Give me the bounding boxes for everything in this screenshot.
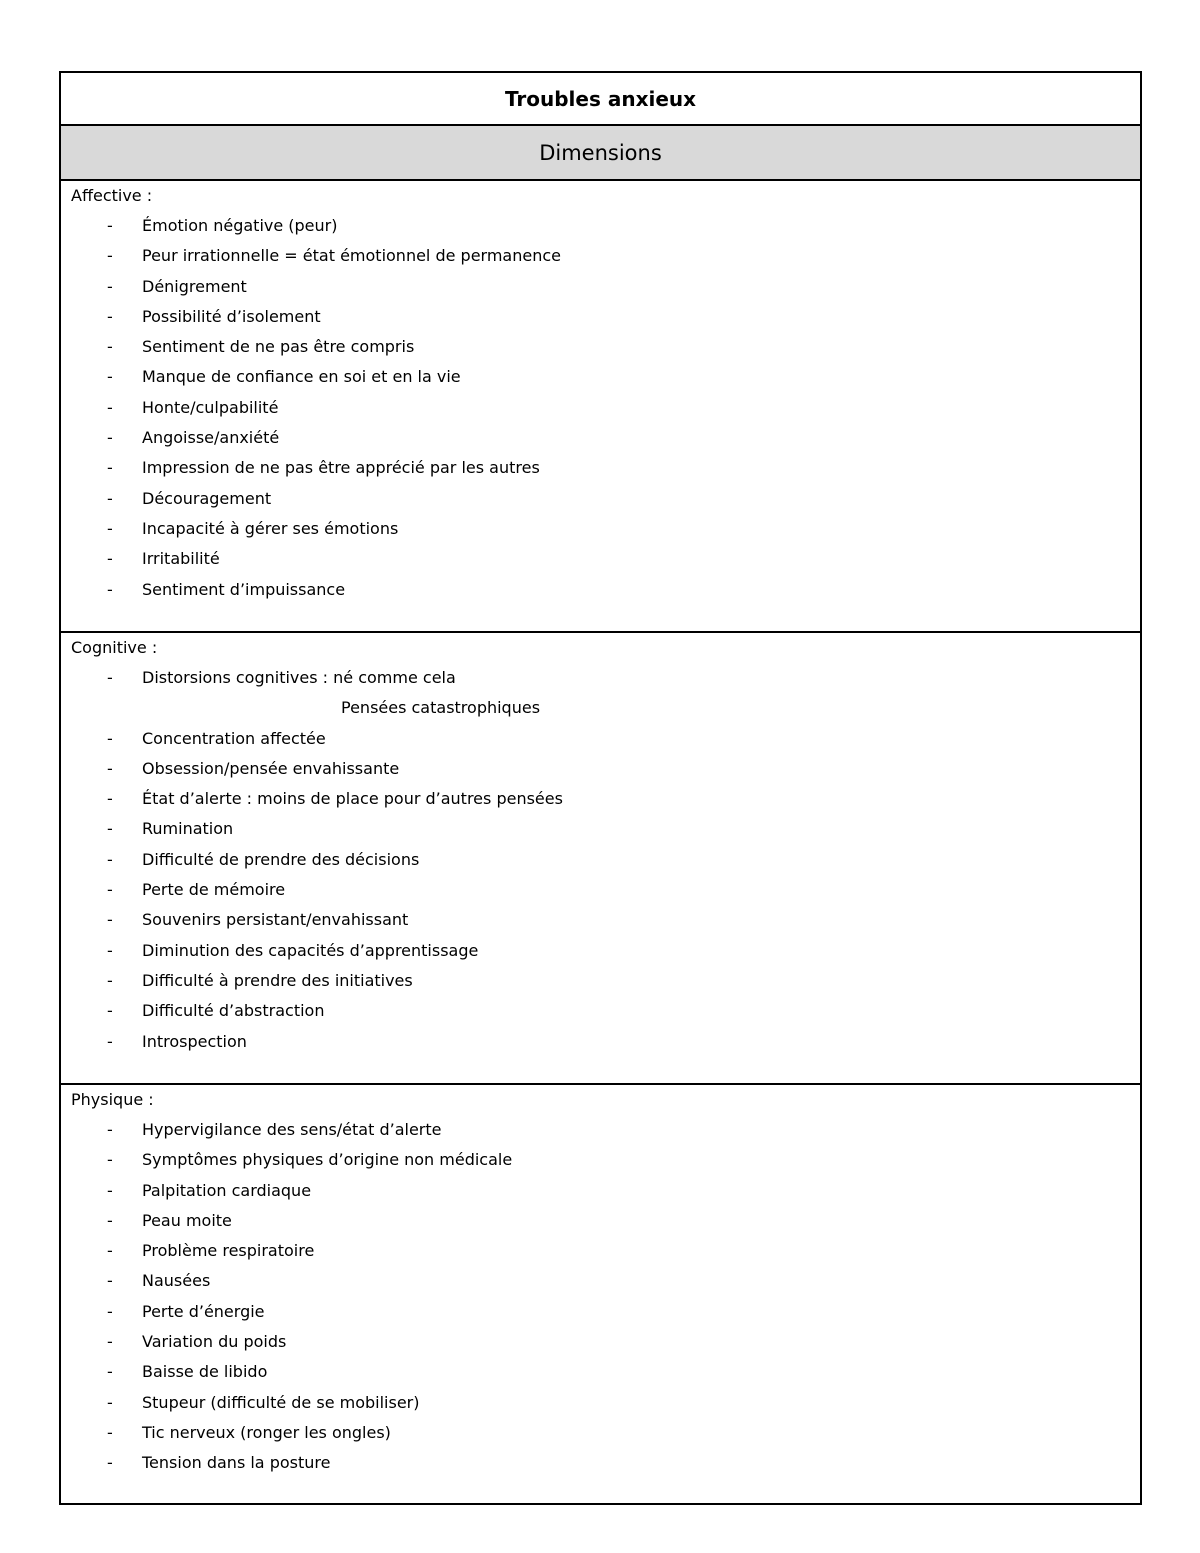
list-item-text: Possibilité d’isolement xyxy=(142,306,321,326)
bullet-dash: - xyxy=(107,1120,113,1139)
list-item-text: Variation du poids xyxy=(142,1332,287,1352)
list-item-text: Diminution des capacités d’apprentissage xyxy=(142,940,479,960)
bullet-dash: - xyxy=(107,758,113,778)
list-item-text: Symptômes physiques d’origine non médicale xyxy=(142,1150,513,1170)
bullet-dash: - xyxy=(107,216,113,235)
list-item-text: Peau moite xyxy=(142,1210,232,1230)
list-item-text: Pensées catastrophiques xyxy=(341,698,541,718)
list-item-text: Concentration affectée xyxy=(142,728,326,748)
list-item-text: Manque de confiance en soi et en la vie xyxy=(142,367,461,387)
bullet-dash: - xyxy=(107,1392,113,1412)
section-physique xyxy=(61,1085,1140,1503)
bullet-dash: - xyxy=(107,246,113,266)
bullet-dash: - xyxy=(107,1301,113,1321)
bullet-dash: - xyxy=(107,1031,113,1051)
list-item-text: Difficulté d’abstraction xyxy=(142,1001,325,1021)
list-item-text: Introspection xyxy=(142,1031,247,1051)
list-item-text: Tic nerveux (ronger les ongles) xyxy=(142,1422,391,1442)
bullet-dash: - xyxy=(107,1241,113,1261)
list-item-text: Perte de mémoire xyxy=(142,880,286,900)
list-item-text: Difficulté à prendre des initiatives xyxy=(142,970,413,990)
bullet-dash: - xyxy=(107,428,113,448)
bullet-dash: - xyxy=(107,1271,113,1291)
bullet-dash: - xyxy=(107,488,113,508)
bullet-dash: - xyxy=(107,970,113,990)
list-item-text: Baisse de libido xyxy=(142,1362,268,1382)
list-item-text: Tension dans la posture xyxy=(142,1453,331,1473)
bullet-dash: - xyxy=(107,1362,113,1382)
bullet-dash: - xyxy=(107,549,113,569)
list-item-text: Difficulté de prendre des décisions xyxy=(142,849,420,869)
bullet-dash: - xyxy=(107,518,113,538)
bullet-dash: - xyxy=(107,1210,113,1230)
list-item-text: Palpitation cardiaque xyxy=(142,1180,312,1200)
bullet-dash: - xyxy=(107,849,113,869)
section-label-affective: Affective : xyxy=(71,186,153,205)
list-item-text: Angoisse/anxiété xyxy=(142,428,280,448)
list-item-text: Hypervigilance des sens/état d’alerte xyxy=(142,1120,442,1139)
list-item-text: Peur irrationnelle = état émotionnel de permanence xyxy=(142,246,561,266)
list-item-text: Impression de ne pas être apprécié par les autres xyxy=(142,458,540,478)
list-item-text: Irritabilité xyxy=(142,549,220,569)
list-item-text: Sentiment de ne pas être compris xyxy=(142,337,415,357)
list-item-text: Nausées xyxy=(142,1271,211,1291)
bullet-dash: - xyxy=(107,819,113,839)
table-title: Troubles anxieux xyxy=(61,73,1140,126)
table-subtitle: Dimensions xyxy=(61,126,1140,181)
bullet-dash: - xyxy=(107,1422,113,1442)
bullet-dash: - xyxy=(107,458,113,478)
list-item-text: Stupeur (difficulté de se mobiliser) xyxy=(142,1392,420,1412)
bullet-dash: - xyxy=(107,276,113,296)
bullet-dash: - xyxy=(107,306,113,326)
bullet-dash: - xyxy=(107,1150,113,1170)
list-item-text: Honte/culpabilité xyxy=(142,397,279,417)
list-item-text: Rumination xyxy=(142,819,234,839)
list-item-text: Émotion négative (peur) xyxy=(142,216,338,235)
list-item-text: Découragement xyxy=(142,488,272,508)
list-item-text: Sentiment d’impuissance xyxy=(142,579,346,599)
bullet-dash: - xyxy=(107,789,113,809)
bullet-dash: - xyxy=(107,940,113,960)
bullet-dash: - xyxy=(107,728,113,748)
list-item-text: État d’alerte : moins de place pour d’autres pensées xyxy=(142,789,563,809)
bullet-dash: - xyxy=(107,1453,113,1473)
list-item-text: Dénigrement xyxy=(142,276,247,296)
bullet-dash: - xyxy=(107,337,113,357)
bullet-dash: - xyxy=(107,880,113,900)
bullet-dash: - xyxy=(107,367,113,387)
bullet-dash: - xyxy=(107,668,113,687)
bullet-dash: - xyxy=(107,1332,113,1352)
anxiety-table xyxy=(59,71,1142,1505)
section-cognitive xyxy=(61,633,1140,1085)
bullet-dash: - xyxy=(107,1001,113,1021)
bullet-dash: - xyxy=(107,910,113,930)
section-affective xyxy=(61,181,1140,633)
list-item-text: Problème respiratoire xyxy=(142,1241,315,1261)
section-label-cognitive: Cognitive : xyxy=(71,638,158,657)
bullet-dash: - xyxy=(107,397,113,417)
bullet-dash: - xyxy=(107,1180,113,1200)
list-item-text: Incapacité à gérer ses émotions xyxy=(142,518,399,538)
list-item-text: Perte d’énergie xyxy=(142,1301,265,1321)
list-item-text: Souvenirs persistant/envahissant xyxy=(142,910,409,930)
list-item-text: Obsession/pensée envahissante xyxy=(142,758,400,778)
bullet-dash: - xyxy=(107,579,113,599)
section-label-physique: Physique : xyxy=(71,1090,154,1109)
list-item-text: Distorsions cognitives : né comme cela xyxy=(142,668,456,687)
